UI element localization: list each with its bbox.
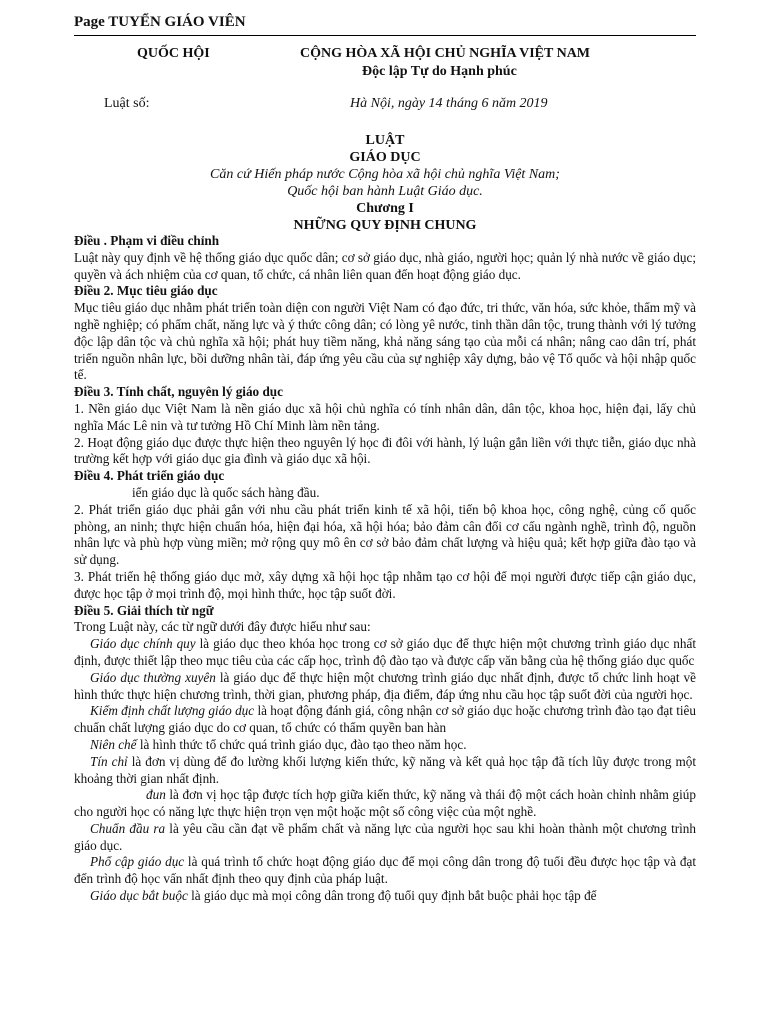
definition-term: đun [146,787,166,803]
issue-date: Hà Nội, ngày 14 tháng 6 năm 2019 [350,96,548,111]
definition-text: là quá trình tổ chức hoạt động giáo dục để mọi công dân trong độ tuổi đều được học tập và đạt đến trình độ học vấn nhất định theo quy định của pháp luật. [74,854,696,887]
article-1-heading: Điều . Phạm vi điều chỉnh [74,233,220,248]
definition-text: là giáo dục theo khóa học trong cơ sở giáo dục để thực hiện một chương trình giáo dục nhất định, được thiết lập theo mục tiêu của các cấp học, trình độ đào tạo và được cấp văn bằng của hệ thống giáo dục quốc [74,636,696,668]
definition-term: Giáo dục chính quy [90,636,196,652]
definition-term: Giáo dục bắt buộc [90,888,188,904]
page-header: Page TUYỂN GIÁO VIÊN [74,14,696,36]
definition-text: là đơn vị dùng để đo lường khối lượng kiến thức, kỹ năng và kết quả học tập đã tích lũy được trong một khoảng thời gian nhất định. [74,753,697,786]
definition-text: là hoạt động đánh giá, công nhận cơ sở giáo dục hoặc chương trình đào tạo đạt tiêu chuẩn chất lượng giáo dục do cơ quan, tổ chức có thẩm quyền ban hàn [74,703,696,736]
definition-term: Niên chế [90,736,137,752]
definition-term: Phổ cập giáo dục [90,854,185,870]
legal-basis-line1: Căn cứ Hiến pháp nước Cộng hòa xã hội chủ nghĩa Việt Nam; [210,167,560,182]
agency-name: QUỐC HỘI [137,46,210,61]
definition-text: là giáo dục để thực hiện một chương trình giáo dục nhất định, được tổ chức linh hoạt về hình thức thực hiện chương trình, thời gian, phương pháp, địa điểm, đáp ứng nhu cầu học tập suốt đời của người học. [74,669,697,702]
article-4-heading: Điều 4. Phát triển giáo dục [74,468,225,484]
definition-item [74,703,696,737]
article-3-clause-2: 2. Hoạt động giáo dục được thực hiện theo nguyên lý học đi đôi với hành, lý luận gắn liền với thực tiễn, giáo dục nhà trường kết hợp với giáo dục gia đình và giáo dục xã hội. [74,434,696,467]
chapter-number: Chương I [356,201,414,216]
article-4-clause-3: 3. Phát triển hệ thống giáo dục mở, xây dựng xã hội học tập nhằm tạo cơ hội để mọi người được tiếp cận giáo dục, được học tập ở mọi trình độ, mọi hình thức, học tập suốt đời. [74,568,696,601]
legal-basis-line2: Quốc hội ban hành Luật Giáo dục. [287,184,483,199]
article-4-clause-2: 2. Phát triển giáo dục phải gắn với nhu cầu phát triển kinh tế xã hội, tiến bộ khoa học, công nghệ, củng cố quốc phòng, an ninh; thực hiện chuẩn hóa, hiện đại hóa, xã hội hóa; bảo đảm cân đối cơ cấu ngành nghề, trình độ, nguồn nhân lực và phù hợp vùng miền; mở rộng quy mô ên cơ sở bảo đảm chất lượng và hiệu quả; kết hợp giữa đào tạo và sử dụng. [74,501,696,568]
article-1-text: Luật này quy định về hệ thống giáo dục quốc dân; cơ sở giáo dục, nhà giáo, người học; quản lý nhà nước về giáo dục; quyền và ách nhiệm của cơ quan, tổ chức, cá nhân liên quan đến hoạt động giáo dục. [74,249,696,282]
article-2-heading: Điều 2. Mục tiêu giáo dục [74,283,218,299]
article-3-clause-1: 1. Nền giáo dục Việt Nam là nền giáo dục xã hội chủ nghĩa có tính nhân dân, dân tộc, khoa học, hiện đại, lấy chủ nghĩa Mác Lê nin và tư tưởng Hồ Chí Minh làm nền tảng. [74,400,696,433]
law-number: Luật số: [104,96,150,111]
title-block [74,132,696,234]
definition-text: là đơn vị học tập được tích hợp giữa kiến thức, kỹ năng và thái độ một cách hoàn chỉnh nhằm giúp cho người học có năng lực thực hiện trọn vẹn một hoặc một số công việc của một nghề. [74,787,696,820]
definition-item [74,854,696,888]
definition-item [74,888,696,905]
law-name: GIÁO DỤC [349,150,421,165]
article-5-intro: Trong Luật này, các từ ngữ dưới đây được hiểu như sau: [74,619,371,635]
definition-item [74,754,696,788]
document-body [74,233,696,905]
article-2-text: Mục tiêu giáo dục nhằm phát triển toàn diện con người Việt Nam có đạo đức, tri thức, văn hóa, sức khỏe, thẩm mỹ và nghề nghiệp; có phẩm chất, năng lực và ý thức công dân; có lòng yê nước, tinh thần dân tộc, trung thành với lý tưởng độc lập dân tộc và chủ nghĩa xã hội; phát huy tiềm năng, khả năng sáng tạo của mỗi cá nhân; nâng cao dân trí, phát triển nguồn nhân lực, bồi dưỡng nhân tài, đáp ứng yêu cầu của sự nghiệp xây dựng, bảo vệ Tổ quốc và hội nhập quốc tế. [74,300,696,383]
republic-name: CỘNG HÒA XÃ HỘI CHỦ NGHĨA VIỆT NAM [300,46,591,61]
definition-term: Kiểm định chất lượng giáo dục [90,703,255,719]
definition-text: là hình thức tổ chức quá trình giáo dục, đào tạo theo năm học. [136,736,467,752]
definition-item [74,787,696,821]
definition-item [74,821,696,855]
definition-item [74,670,696,704]
definition-text: là yêu cầu cần đạt về phẩm chất và năng lực của người học sau khi hoàn thành một chương trình giáo dục. [74,820,696,853]
definition-text: là giáo dục mà mọi công dân trong độ tuổi quy định bắt buộc phải học tập để [187,888,597,904]
chapter-title: NHỮNG QUY ĐỊNH CHUNG [293,218,477,233]
definition-item [74,636,696,670]
definition-term: Giáo dục thường xuyên [90,669,216,685]
national-motto: Độc lập Tự do Hạnh phúc [362,64,517,79]
definition-term: Chuẩn đầu ra [90,820,166,836]
law-title: LUẬT [365,133,405,148]
article-4-clause-1: iển giáo dục là quốc sách hàng đầu. [132,484,320,500]
article-5-heading: Điều 5. Giải thích từ ngữ [74,602,214,618]
definition-term: Tín chỉ [90,753,128,769]
definition-item [74,737,696,754]
article-3-heading: Điều 3. Tính chất, nguyên lý giáo dục [74,384,283,400]
